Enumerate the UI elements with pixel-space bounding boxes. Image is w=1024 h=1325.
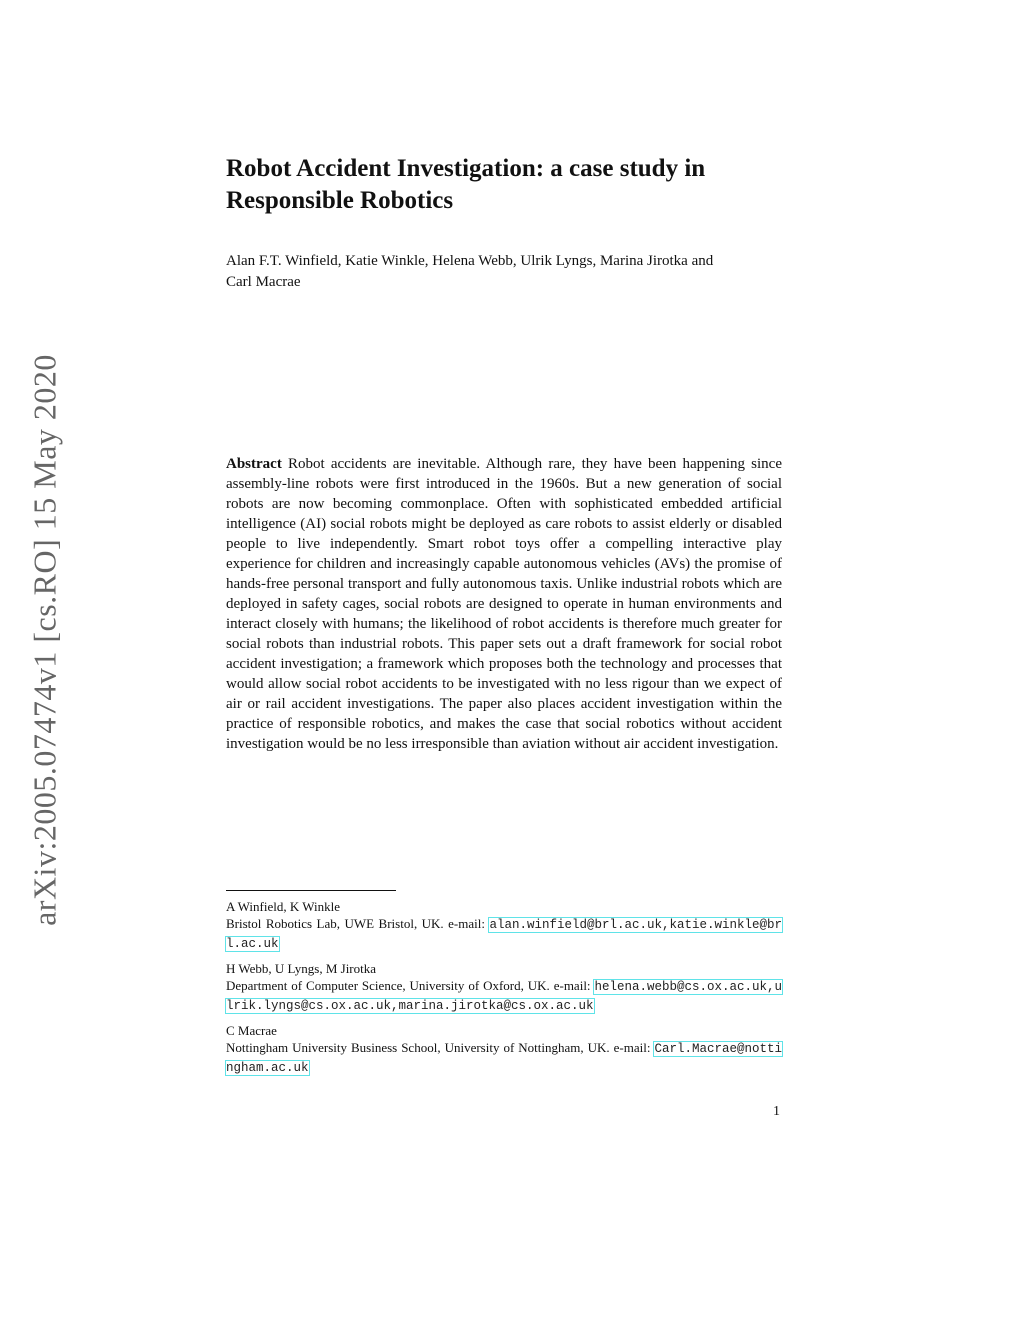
footnote-names: A Winfield, K Winkle — [226, 899, 341, 914]
footnote-bristol — [226, 898, 782, 953]
affiliation-text: Department of Computer Science, University of Oxford, UK. e-mail: — [226, 978, 595, 993]
authors-line-2: Carl Macrae — [226, 274, 301, 290]
abstract — [226, 454, 782, 754]
footnote-nottingham — [226, 1022, 782, 1077]
footnote-affiliation — [226, 1039, 782, 1077]
arxiv-identifier-stamp: arXiv:2005.07474v1 [cs.RO] 15 May 2020 — [26, 354, 63, 926]
footnote-names: C Macrae — [226, 1023, 277, 1038]
title-line-2: Responsible Robotics — [226, 187, 454, 214]
paper-title — [226, 153, 782, 217]
affiliation-footnotes — [226, 898, 782, 1084]
email-link[interactable]: alan.winfield@brl.ac.uk,katie.winkle@brl.ac.uk — [226, 918, 782, 951]
footnote-divider — [226, 890, 396, 891]
abstract-label: Abstract — [226, 456, 282, 472]
author-list — [226, 251, 782, 293]
abstract-text: Robot accidents are inevitable. Although rare, they have been happening since assembly-line robots were first introduced in the 1960s. But a new generation of social robots are now becoming commonplace. Often with sophisticated embedded artificial intelligence (AI) social robots might be deployed as care robots to assist elderly or disabled people to live independently. Smart robot toys offer a compelling interactive play experience for children and increasingly capable autonomous vehicles (AVs) the promise of hands-free personal transport and fully autonomous taxis. Unlike industrial robots which are deployed in safety cages, social robots are designed to operate in human environments and interact closely with humans; the likelihood of robot accidents is therefore much greater for social robots than industrial robots. This paper sets out a draft framework for social robot accident investigation; a framework which proposes both the technology and processes that would allow social robot accidents to be investigated with no less rigour than we expect of air or rail accident investigations. The paper also places accident investigation within the practice of responsible robotics, and makes the case that social robotics without accident investigation would be no less irresponsible than aviation without air accident investigation. — [226, 456, 782, 752]
affiliation-text: Nottingham University Business School, University of Nottingham, UK. e-mail: — [226, 1040, 655, 1055]
authors-line-1: Alan F.T. Winfield, Katie Winkle, Helena Webb, Ulrik Lyngs, Marina Jirotka and — [226, 253, 714, 269]
email-link[interactable]: Carl.Macrae@nottingham.ac.uk — [226, 1042, 782, 1075]
affiliation-text: Bristol Robotics Lab, UWE Bristol, UK. e-mail: — [226, 916, 490, 931]
title-line-1: Robot Accident Investigation: a case study in — [226, 155, 706, 182]
footnote-oxford — [226, 960, 782, 1015]
page-number: 1 — [773, 1104, 780, 1119]
footnote-affiliation — [226, 977, 782, 1015]
footnote-affiliation — [226, 915, 782, 953]
footnote-names: H Webb, U Lyngs, M Jirotka — [226, 961, 377, 976]
email-link[interactable]: helena.webb@cs.ox.ac.uk,ulrik.lyngs@cs.ox.ac.uk,marina.jirotka@cs.ox.ac.uk — [226, 980, 782, 1013]
